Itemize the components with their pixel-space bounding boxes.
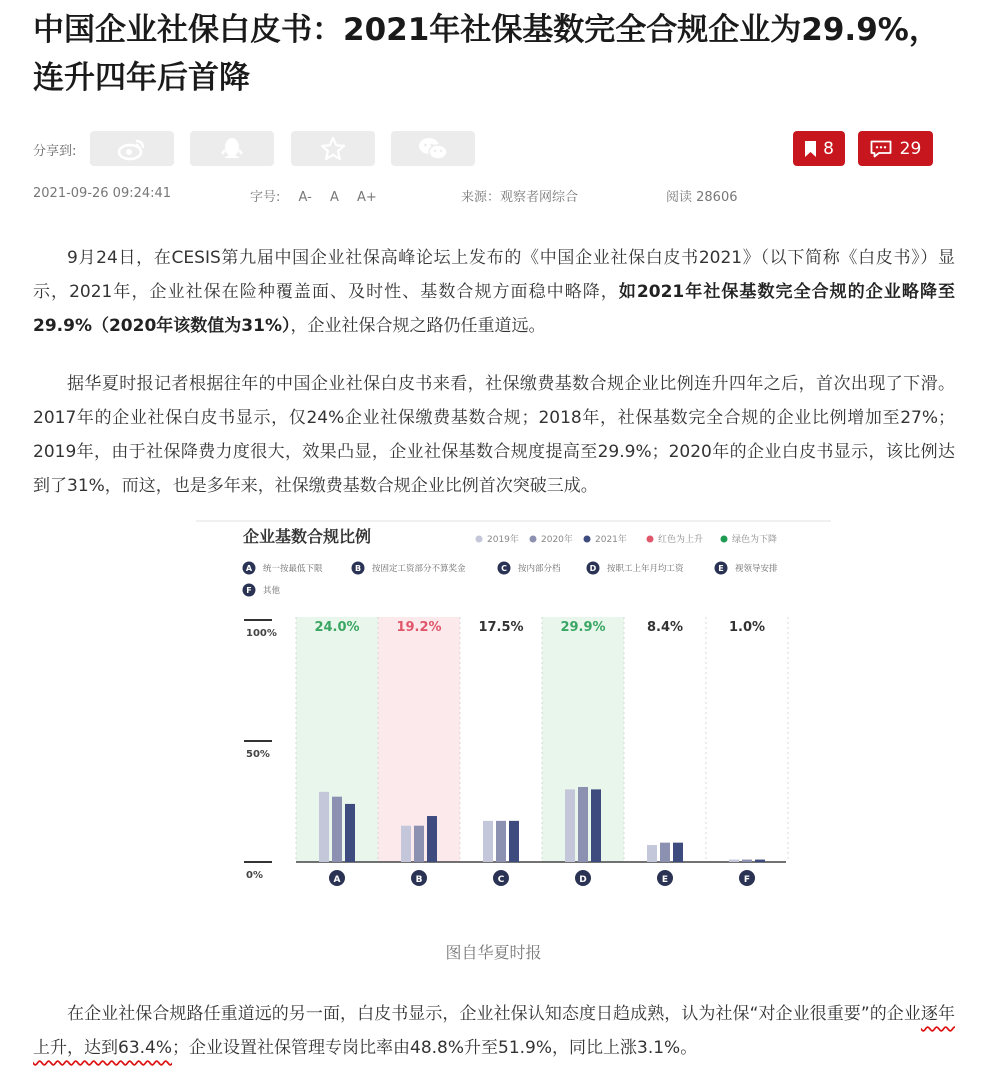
figure-caption: 图自华夏时报 bbox=[445, 943, 542, 962]
font-size-normal[interactable]: A bbox=[329, 190, 339, 205]
share-label: 分享到: bbox=[33, 144, 77, 159]
value-label-B: 19.2% bbox=[396, 620, 442, 635]
column-bg-E bbox=[624, 617, 706, 862]
category-marker-label-C: C bbox=[497, 875, 505, 885]
bookmark-button[interactable] bbox=[793, 131, 845, 166]
publish-datetime: 2021-09-26 09:24:41 bbox=[33, 186, 172, 201]
share-favorite-button[interactable] bbox=[291, 131, 375, 166]
bar-F-2020年 bbox=[742, 860, 752, 862]
column-bg-F bbox=[706, 617, 788, 862]
read-count: 阅读 28606 bbox=[666, 190, 738, 205]
bar-B-2021年 bbox=[427, 816, 437, 862]
value-label-C: 17.5% bbox=[478, 620, 524, 635]
paragraph-1-text: 9月24日，在CESIS第九届中国企业社保高峰论坛上发布的《中国企业社保白皮书2021》（以下简称《白皮书》）显示，2021年，企业社保在险种覆盖面、及时性、基数合规方面稳中略降， bbox=[33, 248, 955, 302]
bar-A-2020年 bbox=[332, 797, 342, 862]
font-size-increase[interactable]: A+ bbox=[357, 190, 377, 205]
paragraph-3 bbox=[33, 997, 955, 1065]
bar-D-2020年 bbox=[578, 787, 588, 862]
comment-icon bbox=[870, 140, 892, 158]
category-legend-key-B: B bbox=[354, 564, 362, 573]
legend-status-label-0: 红色为上升 bbox=[658, 535, 704, 545]
bar-E-2021年 bbox=[673, 843, 683, 862]
bar-A-2021年 bbox=[345, 804, 355, 862]
bar-A-2019年 bbox=[319, 792, 329, 862]
legend-label-2019年: 2019年 bbox=[487, 535, 519, 545]
bar-C-2020年 bbox=[496, 821, 506, 862]
bar-E-2019年 bbox=[647, 845, 657, 862]
share-toolbar bbox=[33, 130, 953, 168]
column-bg-B bbox=[378, 617, 460, 862]
paragraph-1 bbox=[33, 241, 955, 343]
category-marker-label-A: A bbox=[333, 875, 341, 885]
value-label-A: 24.0% bbox=[314, 620, 360, 635]
paragraph-1-bold: 如2021年社保基数完全合规的企业略降至29.9%（2020年该数值为31%） bbox=[33, 282, 955, 336]
category-legend-label-B: 按固定工资部分不算奖金 bbox=[372, 564, 466, 574]
bar-F-2021年 bbox=[755, 860, 765, 862]
paragraph-3-end: ；企业设置社保管理专岗比率由48.8%升至51.9%，同比上涨3.1%。 bbox=[172, 1038, 698, 1058]
category-legend-key-C: C bbox=[501, 564, 507, 573]
category-legend-key-F: F bbox=[246, 586, 252, 595]
chart-column-backgrounds bbox=[296, 617, 788, 862]
weibo-icon bbox=[117, 137, 147, 161]
font-size-decrease[interactable]: A- bbox=[298, 190, 312, 205]
bar-B-2020年 bbox=[414, 826, 424, 862]
font-size-label: 字号: bbox=[250, 190, 281, 205]
category-legend-key-E: E bbox=[718, 564, 724, 573]
value-label-E: 8.4% bbox=[646, 620, 684, 635]
value-label-F: 1.0% bbox=[728, 620, 766, 635]
bar-C-2021年 bbox=[509, 821, 519, 862]
legend-label-2020年: 2020年 bbox=[541, 535, 573, 545]
category-legend-label-D: 按职工上年月均工资 bbox=[607, 564, 684, 574]
chart-title: 企业基数合规比例 bbox=[243, 527, 372, 546]
font-size-controls bbox=[250, 186, 391, 205]
bar-B-2019年 bbox=[401, 826, 411, 862]
legend-status-swatch-0 bbox=[647, 536, 654, 543]
category-legend-label-A: 统一按最低下限 bbox=[263, 564, 323, 574]
category-legend-key-A: A bbox=[245, 564, 253, 573]
legend-label-2021年: 2021年 bbox=[595, 535, 627, 545]
bar-C-2019年 bbox=[483, 821, 493, 862]
comment-button[interactable] bbox=[858, 131, 933, 166]
y-tick-label-100: 100% bbox=[246, 628, 277, 639]
legend-status-swatch-1 bbox=[721, 536, 728, 543]
chart-figure bbox=[196, 520, 831, 905]
legend-swatch-2021年 bbox=[584, 536, 591, 543]
category-marker-label-F: F bbox=[743, 875, 751, 885]
y-tick-label-50: 50% bbox=[246, 749, 270, 760]
bar-E-2020年 bbox=[660, 843, 670, 862]
wechat-icon bbox=[417, 136, 449, 162]
paragraph-3-text: 在企业社保合规路任重道远的另一面，白皮书显示，企业社保认知态度日趋成熟，认为社保“对企业很重要”的企业 bbox=[67, 1004, 921, 1024]
paragraph-2: 据华夏时报记者根据往年的中国企业社保白皮书来看，社保缴费基数合规企业比例连升四年之后，首次出现了下滑。2017年的企业社保白皮书显示，仅24%企业社保缴费基数合规；2018年，社保基数完全合规的企业比例增加至27%；2019年，由于社保降费力度很大，效果凸显，企业社保基数合规度提高至29.9%；2020年的企业白皮书显示，该比例达到了31%，而这，也是多年来，社保缴费基数合规企业比例首次突破三成。 bbox=[33, 374, 955, 496]
comment-count: 29 bbox=[899, 138, 922, 159]
category-legend-label-F: 其他 bbox=[263, 586, 281, 596]
share-wechat-button[interactable] bbox=[391, 131, 475, 166]
share-weibo-button[interactable] bbox=[90, 131, 174, 166]
y-tick-label-0: 0% bbox=[246, 870, 263, 881]
share-qq-button[interactable] bbox=[190, 131, 274, 166]
bar-F-2019年 bbox=[729, 860, 739, 862]
favorite-star-icon bbox=[320, 136, 346, 162]
legend-status-label-1: 绿色为下降 bbox=[732, 535, 778, 545]
bar-D-2019年 bbox=[565, 789, 575, 862]
category-legend-label-E: 视领导安排 bbox=[735, 564, 778, 574]
legend-swatch-2019年 bbox=[476, 536, 483, 543]
qq-icon bbox=[219, 136, 245, 162]
article-source: 来源：观察者网综合 bbox=[461, 190, 579, 205]
chart-top-rule bbox=[196, 520, 831, 522]
category-marker-label-E: E bbox=[661, 875, 669, 885]
value-label-D: 29.9% bbox=[560, 620, 606, 635]
bookmark-count: 8 bbox=[823, 138, 834, 159]
paragraph-3-underlined: 逐年上升，达到63.4% bbox=[33, 1004, 955, 1058]
article-title: 中国企业社保白皮书：2021年社保基数完全合规企业为29.9%，连升四年后首降 bbox=[33, 12, 940, 96]
bar-D-2021年 bbox=[591, 789, 601, 862]
category-marker-label-B: B bbox=[415, 875, 423, 885]
paragraph-1-end: ，企业社保合规之路仍任重道远。 bbox=[290, 316, 546, 336]
compliance-bar-chart bbox=[196, 520, 831, 905]
category-legend-key-D: D bbox=[589, 564, 597, 573]
category-marker-label-D: D bbox=[579, 875, 587, 885]
bookmark-icon bbox=[804, 140, 817, 158]
legend-swatch-2020年 bbox=[530, 536, 537, 543]
category-legend-label-C: 按内部分档 bbox=[518, 564, 561, 574]
